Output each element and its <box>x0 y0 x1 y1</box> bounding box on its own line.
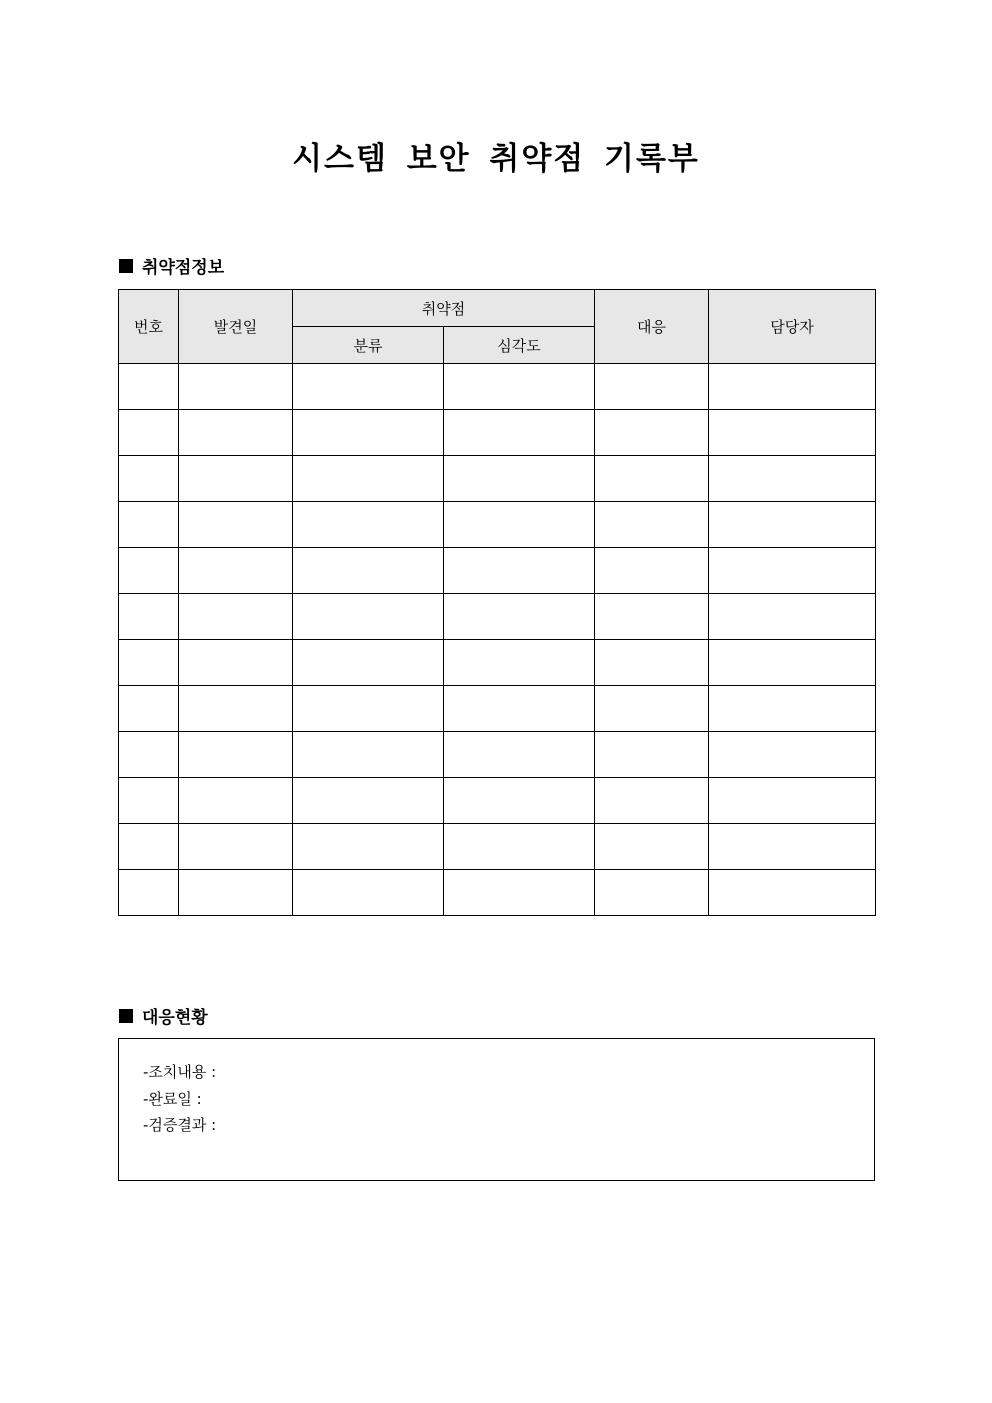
action-details-line: -조치내용 : <box>143 1063 217 1081</box>
cell-response[interactable] <box>595 870 709 916</box>
cell-number[interactable] <box>119 824 179 870</box>
cell-found-date[interactable] <box>179 778 293 824</box>
table-row <box>119 640 876 686</box>
cell-category[interactable] <box>293 548 444 594</box>
header-number: 번호 <box>119 290 179 364</box>
cell-severity[interactable] <box>444 640 595 686</box>
cell-response[interactable] <box>595 548 709 594</box>
response-lines <box>143 1059 216 1139</box>
cell-owner[interactable] <box>709 364 876 410</box>
cell-found-date[interactable] <box>179 594 293 640</box>
page-title: 시스템 보안 취약점 기록부 <box>292 141 700 177</box>
section-heading-label: 대응현황 <box>142 1008 208 1028</box>
cell-category[interactable] <box>293 640 444 686</box>
cell-number[interactable] <box>119 502 179 548</box>
cell-category[interactable] <box>293 410 444 456</box>
header-vulnerability: 취약점 <box>293 290 595 327</box>
section-heading-label: 취약점정보 <box>142 258 225 278</box>
cell-found-date[interactable] <box>179 686 293 732</box>
cell-response[interactable] <box>595 594 709 640</box>
cell-category[interactable] <box>293 456 444 502</box>
cell-severity[interactable] <box>444 824 595 870</box>
cell-response[interactable] <box>595 686 709 732</box>
header-response: 대응 <box>595 290 709 364</box>
cell-category[interactable] <box>293 364 444 410</box>
cell-response[interactable] <box>595 778 709 824</box>
table-row <box>119 456 876 502</box>
cell-severity[interactable] <box>444 410 595 456</box>
cell-found-date[interactable] <box>179 364 293 410</box>
header-owner: 담당자 <box>709 290 876 364</box>
cell-response[interactable] <box>595 640 709 686</box>
section-heading-vulnerability-info <box>119 253 224 278</box>
cell-owner[interactable] <box>709 778 876 824</box>
completion-date-line: -완료일 : <box>143 1089 202 1108</box>
cell-found-date[interactable] <box>179 732 293 778</box>
cell-response[interactable] <box>595 824 709 870</box>
cell-number[interactable] <box>119 364 179 410</box>
table-row <box>119 364 876 410</box>
cell-number[interactable] <box>119 778 179 824</box>
cell-owner[interactable] <box>709 732 876 778</box>
table-row <box>119 778 876 824</box>
table-row <box>119 594 876 640</box>
cell-number[interactable] <box>119 594 179 640</box>
cell-owner[interactable] <box>709 410 876 456</box>
table-row <box>119 686 876 732</box>
cell-severity[interactable] <box>444 364 595 410</box>
cell-found-date[interactable] <box>179 640 293 686</box>
table-row <box>119 870 876 916</box>
cell-category[interactable] <box>293 824 444 870</box>
header-severity: 심각도 <box>444 327 595 364</box>
filled-square-icon <box>119 1009 133 1023</box>
cell-severity[interactable] <box>444 548 595 594</box>
cell-number[interactable] <box>119 870 179 916</box>
table-row <box>119 502 876 548</box>
cell-response[interactable] <box>595 410 709 456</box>
cell-category[interactable] <box>293 732 444 778</box>
cell-severity[interactable] <box>444 732 595 778</box>
cell-response[interactable] <box>595 364 709 410</box>
cell-owner[interactable] <box>709 456 876 502</box>
table-row <box>119 410 876 456</box>
cell-response[interactable] <box>595 502 709 548</box>
cell-category[interactable] <box>293 870 444 916</box>
cell-number[interactable] <box>119 640 179 686</box>
cell-found-date[interactable] <box>179 410 293 456</box>
cell-severity[interactable] <box>444 686 595 732</box>
header-category: 분류 <box>293 327 444 364</box>
cell-found-date[interactable] <box>179 824 293 870</box>
cell-response[interactable] <box>595 456 709 502</box>
cell-owner[interactable] <box>709 594 876 640</box>
response-status-box <box>118 1038 875 1181</box>
cell-owner[interactable] <box>709 870 876 916</box>
table-row <box>119 732 876 778</box>
section-heading-response-status <box>119 1003 208 1028</box>
cell-number[interactable] <box>119 456 179 502</box>
verification-result-line: -검증결과 : <box>143 1116 217 1134</box>
table-row <box>119 824 876 870</box>
cell-found-date[interactable] <box>179 548 293 594</box>
header-found-date: 발견일 <box>179 290 293 364</box>
cell-found-date[interactable] <box>179 456 293 502</box>
cell-response[interactable] <box>595 732 709 778</box>
filled-square-icon <box>119 259 133 273</box>
cell-number[interactable] <box>119 548 179 594</box>
cell-owner[interactable] <box>709 640 876 686</box>
cell-severity[interactable] <box>444 594 595 640</box>
table-body <box>119 364 876 916</box>
cell-severity[interactable] <box>444 502 595 548</box>
cell-found-date[interactable] <box>179 502 293 548</box>
table-row <box>119 548 876 594</box>
cell-severity[interactable] <box>444 456 595 502</box>
cell-category[interactable] <box>293 502 444 548</box>
cell-category[interactable] <box>293 594 444 640</box>
cell-number[interactable] <box>119 732 179 778</box>
cell-number[interactable] <box>119 410 179 456</box>
cell-found-date[interactable] <box>179 870 293 916</box>
cell-owner[interactable] <box>709 548 876 594</box>
cell-severity[interactable] <box>444 778 595 824</box>
vulnerability-table <box>118 289 876 916</box>
cell-owner[interactable] <box>709 686 876 732</box>
cell-severity[interactable] <box>444 870 595 916</box>
cell-category[interactable] <box>293 778 444 824</box>
cell-number[interactable] <box>119 686 179 732</box>
cell-category[interactable] <box>293 686 444 732</box>
cell-owner[interactable] <box>709 502 876 548</box>
cell-owner[interactable] <box>709 824 876 870</box>
